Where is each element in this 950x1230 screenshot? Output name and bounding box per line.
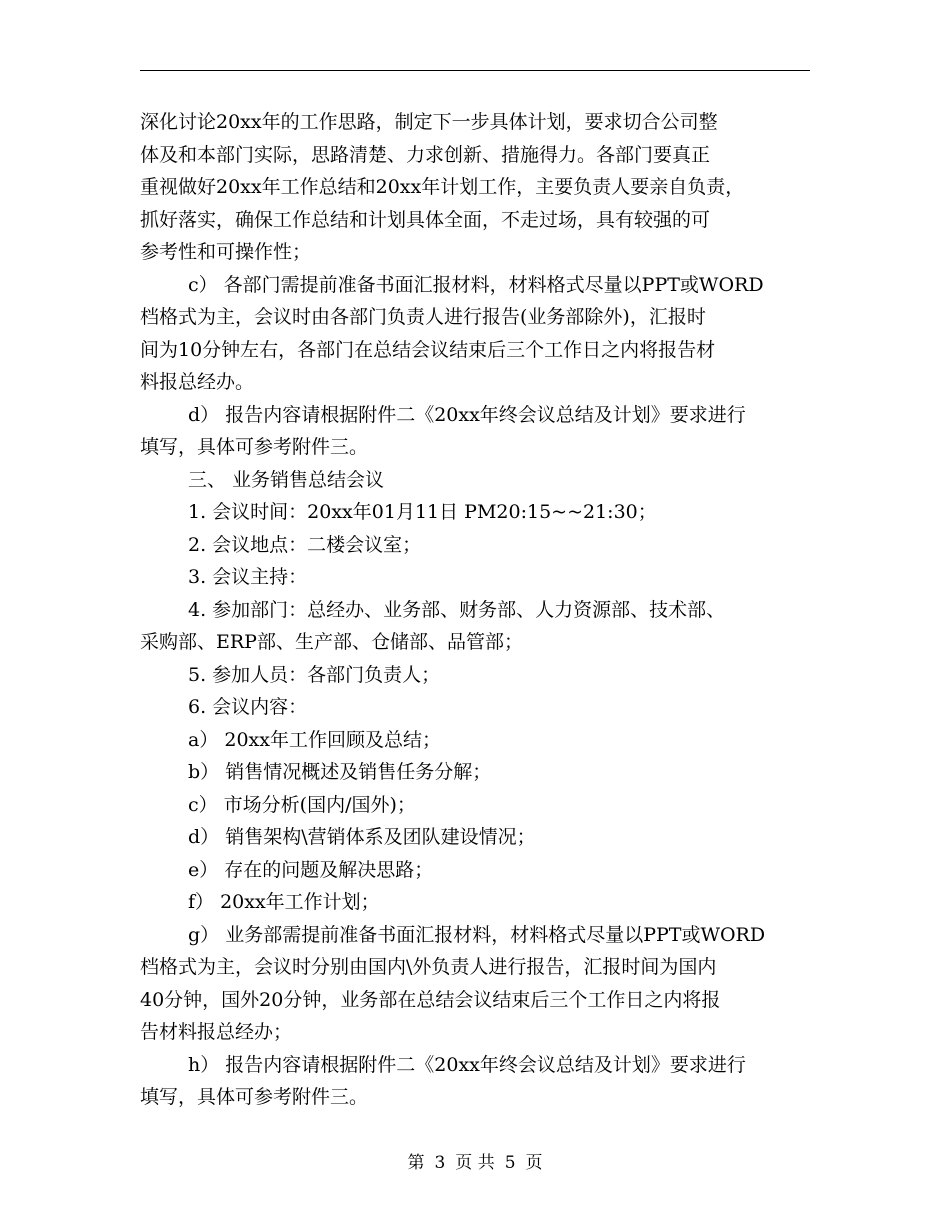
text-line: 采购部、ERP部、生产部、仓储部、品管部；: [140, 631, 523, 653]
text-line: c） 市场分析(国内/国外)；: [188, 793, 416, 816]
text-line: 5. 参加人员：各部门负责人；: [188, 663, 441, 686]
text-line: e） 存在的问题及解决思路；: [188, 858, 434, 881]
document-body: [140, 106, 830, 1114]
text-line: 抓好落实，确保工作总结和计划具体全面，不走过场，具有较强的可: [140, 208, 711, 231]
text-line: 告材料报总经办；: [140, 1021, 293, 1043]
text-line: 3. 会议主持：: [188, 566, 308, 588]
footer-middle: 页 共: [455, 1153, 495, 1173]
text-line: 2. 会议地点：二楼会议室；: [188, 533, 422, 556]
text-line: 1. 会议时间：20xx年01月11日 PM20:15~~21:30；: [188, 501, 657, 523]
header-rule: [140, 70, 810, 71]
text-line: 填写，具体可参考附件三。: [140, 1086, 369, 1108]
text-line: 料报总经办。: [140, 371, 255, 393]
footer-suffix: 页: [525, 1153, 543, 1173]
text-line: 重视做好20xx年工作总结和20xx年计划工作，主要负责人要亲自负责，: [140, 176, 745, 198]
text-line: 填写，具体可参考附件三。: [140, 436, 369, 458]
text-line: d） 销售架构\营销体系及团队建设情况；: [188, 826, 536, 848]
text-line: h） 报告内容请根据附件二《20xx年终会议总结及计划》要求进行: [188, 1053, 746, 1076]
text-line: 4. 参加部门：总经办、业务部、财务部、人力资源部、技术部、: [188, 598, 726, 621]
text-line: 档格式为主，会议时分别由国内\外负责人进行报告，汇报时间为国内: [140, 956, 717, 978]
text-line: d） 报告内容请根据附件二《20xx年终会议总结及计划》要求进行: [188, 403, 746, 426]
text-line: g） 业务部需提前准备书面汇报材料，材料格式尽量以PPT或WORD: [188, 923, 766, 946]
text-line: 40分钟，国外20分钟，业务部在总结会议结束后三个工作日之内将报: [140, 988, 721, 1011]
page-footer: [0, 1151, 950, 1175]
text-line: 体及和本部门实际，思路清楚、力求创新、措施得力。各部门要真正: [140, 143, 711, 166]
text-line: 深化讨论20xx年的工作思路，制定下一步具体计划，要求切合公司整: [140, 111, 718, 133]
current-page-number: 3: [434, 1153, 446, 1173]
text-line: 6. 会议内容：: [188, 696, 308, 718]
text-line: c） 各部门需提前准备书面汇报材料，材料格式尽量以PPT或WORD: [188, 273, 764, 296]
text-line: b） 销售情况概述及销售任务分解；: [188, 761, 492, 783]
text-line: 间为10分钟左右，各部门在总结会议结束后三个工作日之内将报告材: [140, 338, 716, 361]
footer-prefix: 第: [407, 1153, 425, 1173]
text-line: 参考性和可操作性；: [140, 241, 312, 263]
text-line: 档格式为主，会议时由各部门负责人进行报告(业务部除外)，汇报时: [140, 306, 706, 328]
text-line: a） 20xx年工作回顾及总结；: [188, 728, 441, 751]
total-page-count: 5: [504, 1153, 516, 1173]
text-line: 三、 业务销售总结会议: [188, 468, 385, 491]
text-line: f） 20xx年工作计划；: [188, 891, 380, 913]
